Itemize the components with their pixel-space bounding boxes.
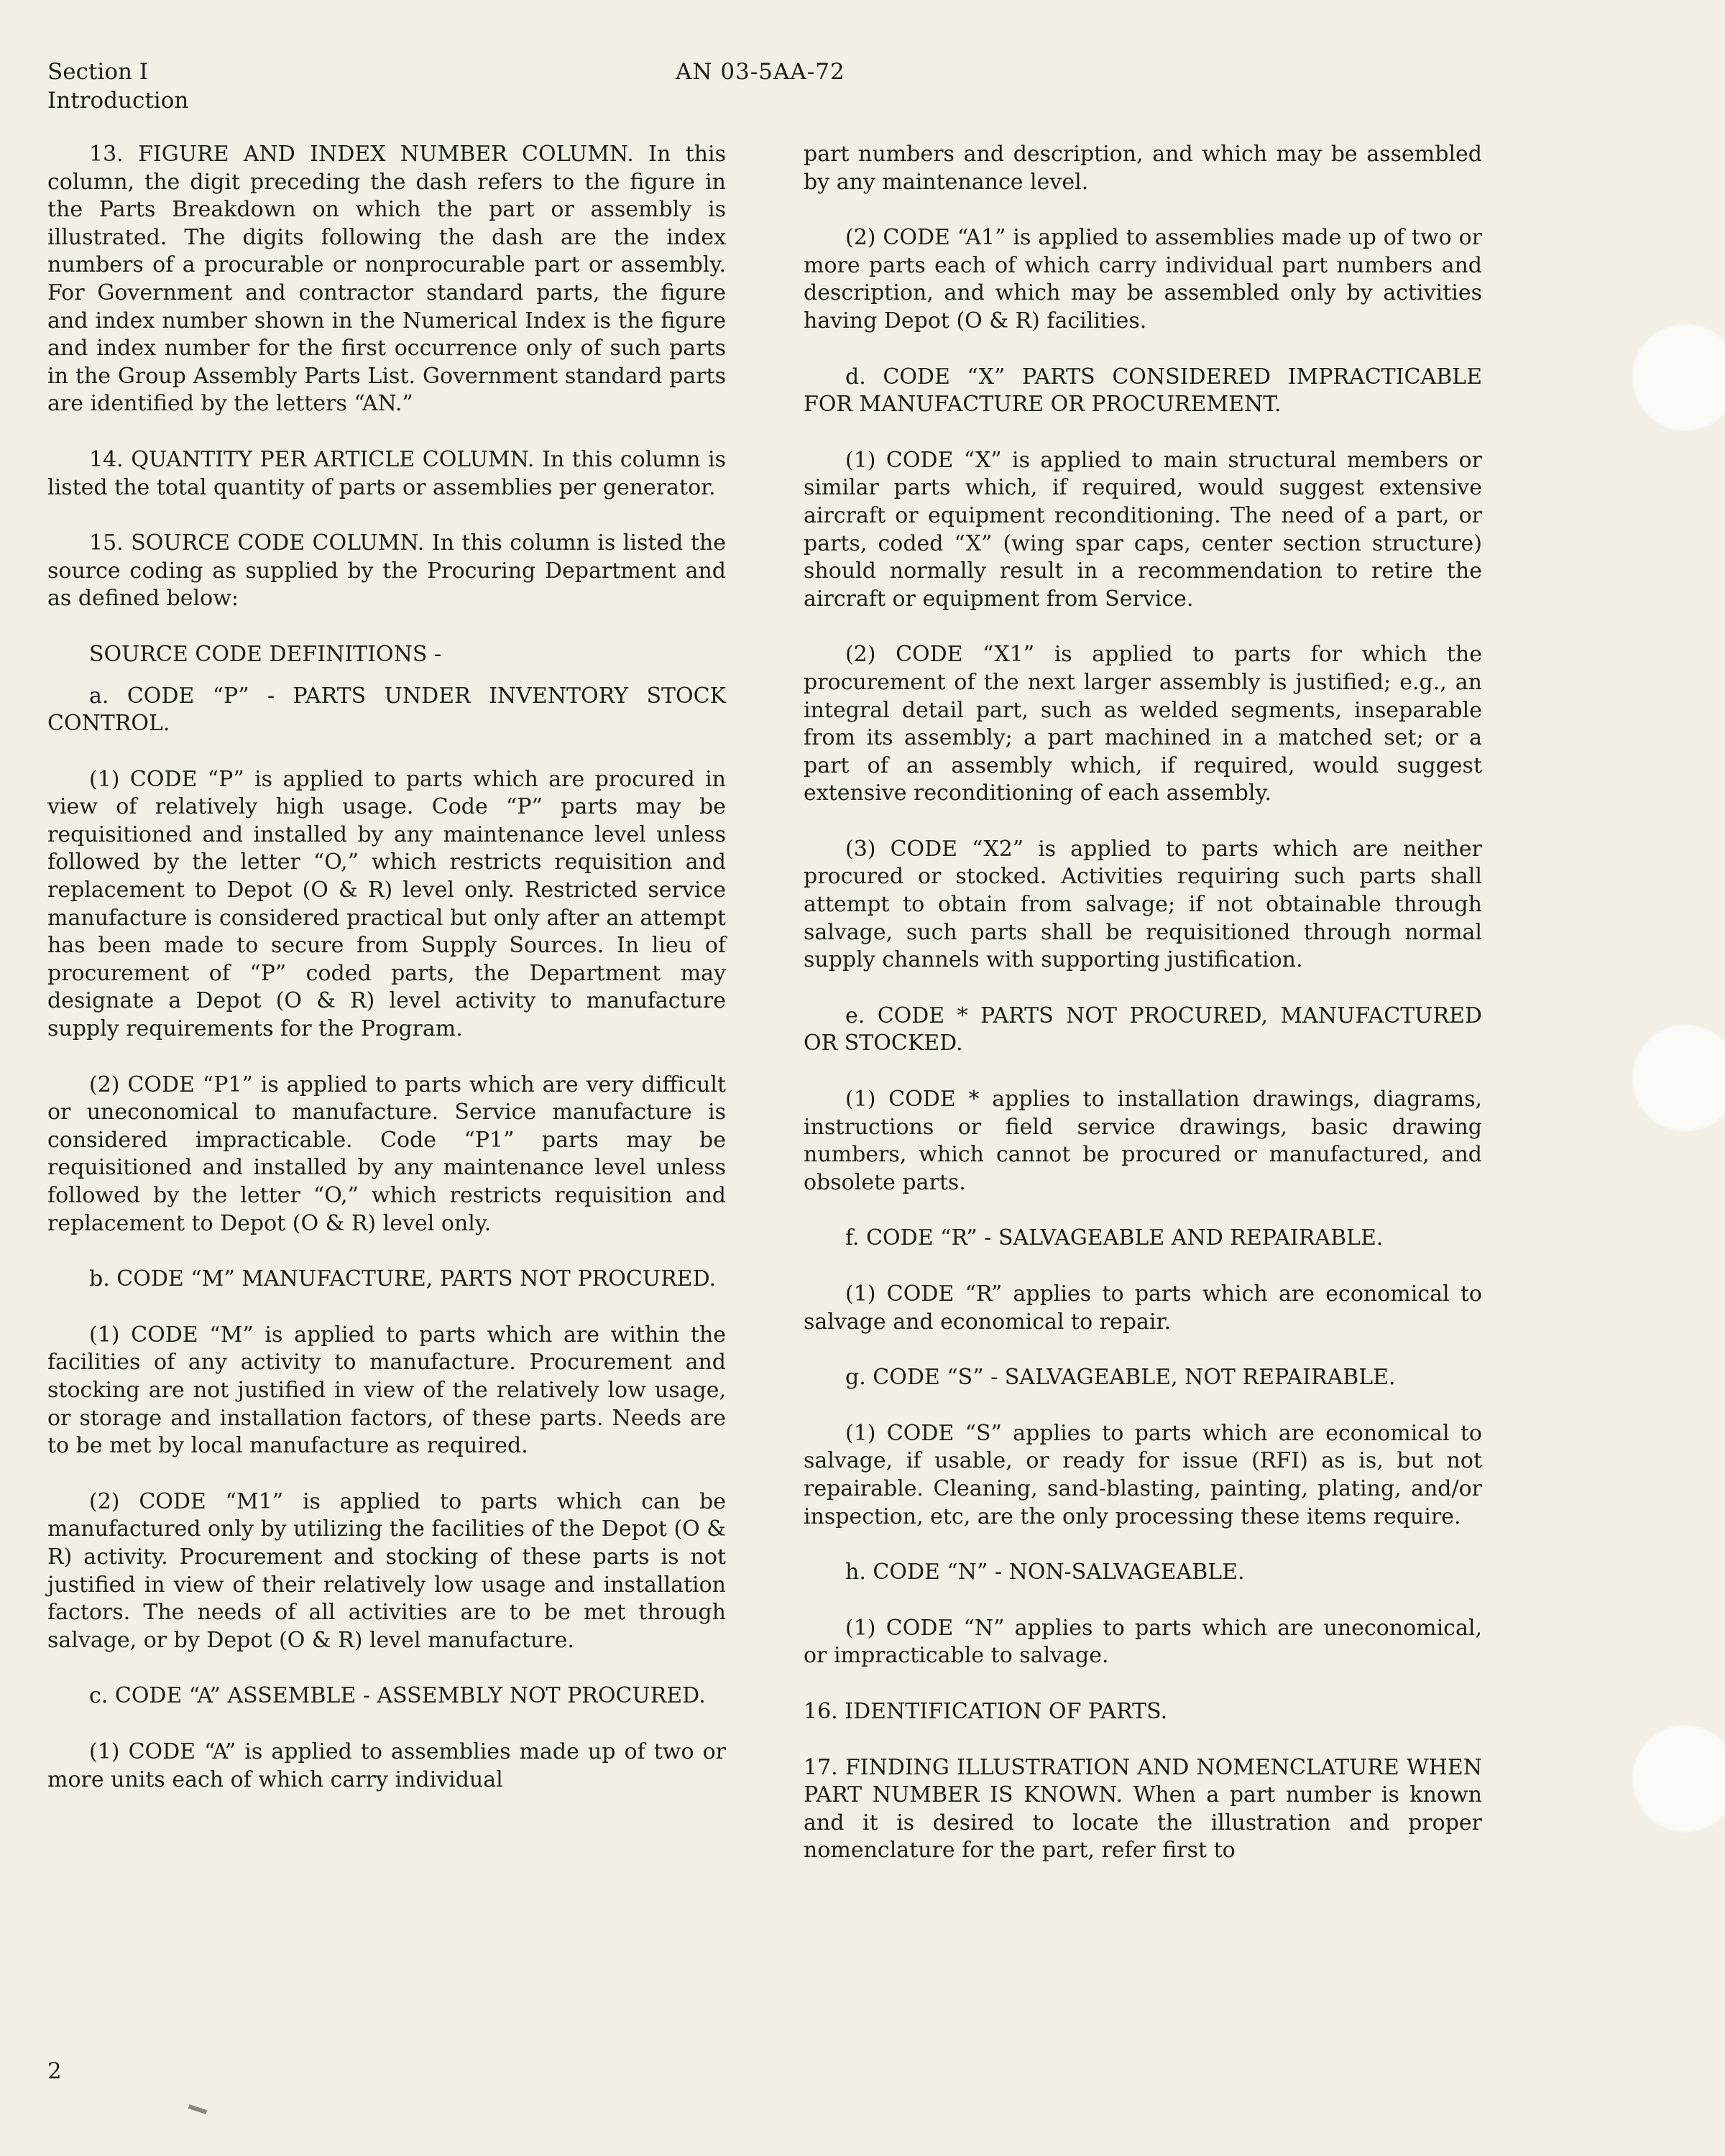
paragraph: (2) CODE “A1” is applied to assemblies made up of two or more parts each of which carry individual part numbers and description, and which may be assembled only by activities having Depot (O & R) facilities.: [804, 225, 1482, 333]
paragraph: 16. IDENTIFICATION OF PARTS.: [804, 1698, 1168, 1724]
paragraph: h. CODE “N” - NON-SALVAGEABLE.: [845, 1560, 1245, 1585]
paragraph: (2) CODE “M1” is applied to parts which can be manufactured only by utilizing the facilities of the Depot (O & R) activity. Procurement and stocking of these parts is not justified in view of their relatively low usage and installation factors. The needs of all activities are to be met through salvage, or by Depot (O & R) level manufacture.: [47, 1488, 726, 1653]
paragraph: (2) CODE “X1” is applied to parts for which the procurement of the next larger assembly is justified; e.g., an integral detail part, such as welded segments, inseparable from its assembly; a part machined in a matched set; or a part of an assembly which, if required, would suggest extensive reconditioning of each assembly.: [804, 642, 1482, 806]
subsection-label: Introduction: [47, 88, 189, 114]
scan-mark: [188, 2104, 208, 2114]
paragraph: 14. QUANTITY PER ARTICLE COLUMN. In this column is listed the total quantity of parts or assemblies per generator.: [47, 446, 726, 500]
paragraph: (1) CODE “N” applies to parts which are uneconomical, or impracticable to salvage.: [804, 1615, 1482, 1669]
document-number: AN 03-5AA-72: [676, 59, 845, 85]
binder-hole: [1632, 1725, 1725, 1833]
right-column: [804, 141, 1482, 1893]
paragraph: f. CODE “R” - SALVAGEABLE AND REPAIRABLE.: [845, 1225, 1384, 1251]
paragraph: (1) CODE “P” is applied to parts which are procured in view of relatively high usage. Code “P” parts may be requisitioned and installed by any maintenance level unless followed by the letter “O,” which restricts requisition and replacement to Depot (O & R) level only. Restricted service manufacture is considered practical but only after an attempt has been made to secure from Supply Sources. In lieu of procurement of “P” coded parts, the Department may designate a Depot (O & R) level activity to manufacture supply requirements for the Program.: [47, 766, 726, 1042]
section-label: Section I: [47, 59, 149, 85]
paragraph: (1) CODE “X” is applied to main structural members or similar parts which, if required, would suggest extensive aircraft or equipment reconditioning. The need of a part, or parts, coded “X” (wing spar caps, center section structure) should normally result in a recommendation to retire the aircraft or equipment from Service.: [804, 447, 1482, 612]
paragraph: g. CODE “S” - SALVAGEABLE, NOT REPAIRABLE.: [845, 1365, 1396, 1391]
section-header: [47, 57, 188, 115]
paragraph: 15. SOURCE CODE COLUMN. In this column is listed the source coding as supplied by the Procuring Department and as defined below:: [47, 530, 726, 612]
paragraph: SOURCE CODE DEFINITIONS -: [89, 641, 442, 667]
paragraph: (1) CODE “A” is applied to assemblies made up of two or more units each of which carry individual: [47, 1738, 726, 1792]
paragraph: 13. FIGURE AND INDEX NUMBER COLUMN. In this column, the digit preceding the dash refers to the figure in the Parts Breakdown on which the part or assembly is illustrated. The digits following the dash are the index numbers of a procurable or nonprocurable part or assembly. For Government and contractor standard parts, the figure and index number shown in the Numerical Index is the figure and index number for the first occurrence only of such parts in the Group Assembly Parts List. Government standard parts are identified by the letters “AN.”: [47, 142, 726, 417]
paragraph: d. CODE “X” PARTS CONSIDERED IMPRACTICABLE FOR MANUFACTURE OR PROCUREMENT.: [804, 364, 1482, 418]
page-number: 2: [47, 2058, 62, 2084]
paragraph: (1) CODE “S” applies to parts which are economical to salvage, if usable, or ready for issue (RFI) as is, but not repairable. Cleaning, sand-blasting, painting, plating, and/or inspection, etc, are the only processing these items require.: [804, 1420, 1482, 1529]
paragraph: e. CODE * PARTS NOT PROCURED, MANUFACTURED OR STOCKED.: [804, 1003, 1482, 1056]
binder-hole: [1632, 1024, 1725, 1132]
left-column: [47, 141, 726, 1822]
paragraph: c. CODE “A” ASSEMBLE - ASSEMBLY NOT PROCURED.: [89, 1683, 706, 1709]
paragraph: 17. FINDING ILLUSTRATION AND NOMENCLATURE WHEN PART NUMBER IS KNOWN. When a part number is known and it is desired to locate the illustration and proper nomenclature for the part, refer first to: [804, 1754, 1482, 1864]
paragraph: (1) CODE * applies to installation drawings, diagrams, instructions or field service drawings, basic drawing numbers, which cannot be procured or manufactured, and obsolete parts.: [804, 1087, 1482, 1195]
paragraph: a. CODE “P” - PARTS UNDER INVENTORY STOCK CONTROL.: [47, 683, 726, 737]
paragraph: part numbers and description, and which may be assembled by any maintenance level.: [804, 142, 1482, 195]
paragraph: (1) CODE “M” is applied to parts which are within the facilities of any activity to manufacture. Procurement and stocking are not justified in view of the relatively low usage, or storage and installation factors, of these parts. Needs are to be met by local manufacture as required.: [47, 1322, 726, 1459]
paragraph: (2) CODE “P1” is applied to parts which are very difficult or uneconomical to manufacture. Service manufacture is considered impracticable. Code “P1” parts may be requisitioned and installed by any maintenance level unless followed by the letter “O,” which restricts requisition and replacement to Depot (O & R) level only.: [47, 1072, 726, 1236]
paragraph: b. CODE “M” MANUFACTURE, PARTS NOT PROCURED.: [89, 1266, 717, 1292]
paragraph: (1) CODE “R” applies to parts which are economical to salvage and economical to repair.: [804, 1281, 1482, 1335]
binder-hole: [1632, 323, 1725, 431]
paragraph: (3) CODE “X2” is applied to parts which are neither procured or stocked. Activities requiring such parts shall attempt to obtain from salvage; if not obtainable through salvage, such parts shall be requisitioned through normal supply channels with supporting justification.: [804, 836, 1482, 973]
